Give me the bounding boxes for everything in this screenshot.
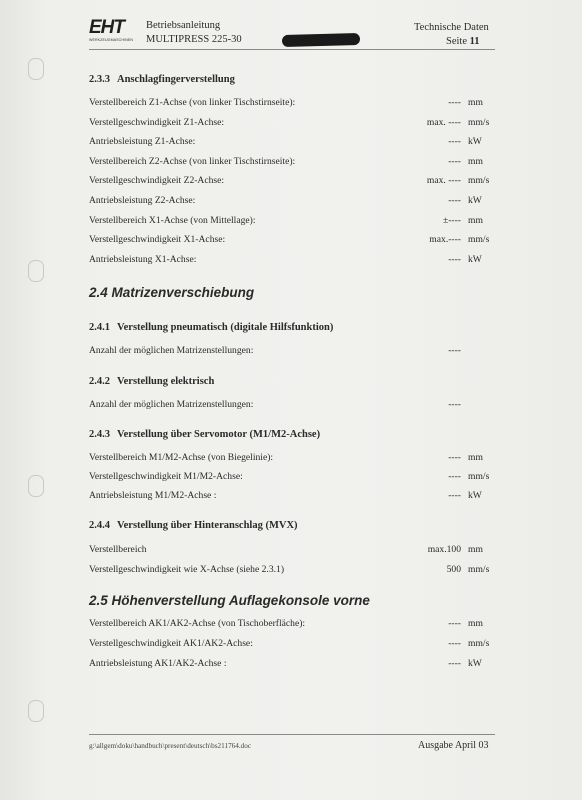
footer-file-path: g:\allgem\doku\handbuch\present\deutsch\bs211764.doc <box>89 742 252 750</box>
spec-row <box>89 135 499 148</box>
spec-label: Verstellbereich <box>89 544 147 555</box>
punch-hole-mark <box>28 475 44 497</box>
spec-value: ---- <box>448 399 461 410</box>
heading-2-4-1: 2.4.1 Verstellung pneumatisch (digitale Hilfsfunktion) <box>89 322 334 333</box>
spec-row <box>89 194 499 207</box>
footer-divider <box>89 734 495 735</box>
spec-unit: mm <box>468 155 483 167</box>
spec-row <box>89 253 499 266</box>
spec-value: max. ---- <box>426 116 461 128</box>
spec-value: max. ---- <box>426 175 461 187</box>
spec-row <box>89 96 499 109</box>
spec-value: ---- <box>448 253 461 265</box>
spec-label: Verstellgeschwindigkeit AK1/AK2-Achse: <box>89 638 253 649</box>
spec-value: ---- <box>448 452 461 463</box>
spec-label: Antriebsleistung X1-Achse: <box>89 253 197 265</box>
spec-value: ---- <box>448 658 461 669</box>
spec-row <box>89 116 499 129</box>
spec-label: Verstellbereich X1-Achse (von Mittellage): <box>89 214 256 226</box>
spec-unit: mm <box>468 618 483 629</box>
machine-name: MULTIPRESS 225-30 <box>146 34 242 45</box>
spec-label: Antriebsleistung Z1-Achse: <box>89 136 196 148</box>
spec-label: Verstellgeschwindigkeit X1-Achse: <box>89 234 226 246</box>
spec-row <box>89 451 499 464</box>
spec-label: Verstellgeschwindigkeit Z2-Achse: <box>89 175 225 187</box>
spec-label: Verstellbereich M1/M2-Achse (von Biegelinie): <box>89 452 274 463</box>
spec-label: Anzahl der möglichen Matrizenstellungen: <box>89 345 254 356</box>
footer-edition: Ausgabe April 03 <box>418 740 489 751</box>
header-divider <box>89 49 495 50</box>
spec-value: ---- <box>448 345 461 356</box>
spec-label: Verstellgeschwindigkeit M1/M2-Achse: <box>89 471 243 482</box>
spec-unit: mm/s <box>468 564 490 575</box>
spec-value: max.---- <box>429 234 461 246</box>
spec-row <box>89 563 499 576</box>
spec-unit: kW <box>468 195 482 206</box>
spec-label: Antriebsleistung Z2-Achse: <box>89 195 196 206</box>
spec-unit: kW <box>468 490 482 501</box>
spec-row <box>89 233 499 246</box>
spec-row <box>89 398 499 411</box>
spec-unit: mm <box>468 452 483 463</box>
spec-unit: mm/s <box>468 175 490 187</box>
spec-label: Verstellgeschwindigkeit wie X-Achse (siehe 2.3.1) <box>89 564 285 575</box>
punch-hole-mark <box>28 700 44 722</box>
spec-row <box>89 174 499 187</box>
spec-row <box>89 543 499 556</box>
spec-value: max.100 <box>427 544 461 555</box>
heading-2-4-4: 2.4.4 Verstellung über Hinteranschlag (MVX) <box>89 520 298 531</box>
spec-unit: kW <box>468 253 482 265</box>
heading-2-3-3: 2.3.3 Anschlagfingerverstellung <box>89 74 235 85</box>
spec-unit: kW <box>468 658 482 669</box>
section-title: Technische Daten <box>414 22 489 33</box>
heading-2-5: 2.5 Höhenverstellung Auflagekonsole vorne <box>89 593 370 608</box>
spec-unit: mm <box>468 214 483 226</box>
heading-2-4: 2.4 Matrizenverschiebung <box>89 285 255 300</box>
spec-value: ---- <box>448 638 461 649</box>
spec-row <box>89 214 499 227</box>
spec-row <box>89 489 499 502</box>
spec-value: ---- <box>448 490 461 501</box>
spec-value: ---- <box>448 618 461 629</box>
spec-value: ---- <box>448 155 461 167</box>
spec-row <box>89 617 499 630</box>
heading-2-4-2: 2.4.2 Verstellung elektrisch <box>89 376 215 387</box>
spec-value: ---- <box>448 195 461 206</box>
spec-row <box>89 657 499 670</box>
spec-label: Verstellbereich AK1/AK2-Achse (von Tischoberfläche): <box>89 618 306 629</box>
spec-value: ±---- <box>442 214 461 226</box>
spec-unit: mm/s <box>468 471 490 482</box>
doc-type: Betriebsanleitung <box>146 20 221 31</box>
punch-hole-mark <box>28 58 44 80</box>
spec-unit: mm <box>468 544 483 555</box>
spec-value: ---- <box>448 136 461 148</box>
spec-value: ---- <box>448 97 461 108</box>
spec-value: 500 <box>446 564 461 575</box>
redaction-mark <box>282 33 360 47</box>
spec-label: Verstellgeschwindigkeit Z1-Achse: <box>89 116 225 128</box>
spec-label: Verstellbereich Z2-Achse (von linker Tischstirnseite): <box>89 155 296 167</box>
spec-unit: kW <box>468 136 482 148</box>
spec-unit: mm/s <box>468 116 490 128</box>
spec-label: Antriebsleistung M1/M2-Achse : <box>89 490 217 501</box>
spec-row <box>89 470 499 483</box>
spec-unit: mm <box>468 97 483 108</box>
spec-row <box>89 637 499 650</box>
spec-value: ---- <box>448 471 461 482</box>
spec-label: Anzahl der möglichen Matrizenstellungen: <box>89 399 254 410</box>
spec-row <box>89 344 499 357</box>
punch-hole-mark <box>28 260 44 282</box>
spec-unit: mm/s <box>468 234 490 246</box>
page-number-label: Seite 11 <box>446 36 480 47</box>
heading-2-4-3: 2.4.3 Verstellung über Servomotor (M1/M2-Achse) <box>89 429 321 440</box>
spec-unit: mm/s <box>468 638 490 649</box>
company-logo: EHT WERKZEUGMASCHINEN <box>89 17 134 42</box>
spec-row <box>89 155 499 168</box>
spec-label: Verstellbereich Z1-Achse (von linker Tischstirnseite): <box>89 97 296 108</box>
spec-label: Antriebsleistung AK1/AK2-Achse : <box>89 658 227 669</box>
